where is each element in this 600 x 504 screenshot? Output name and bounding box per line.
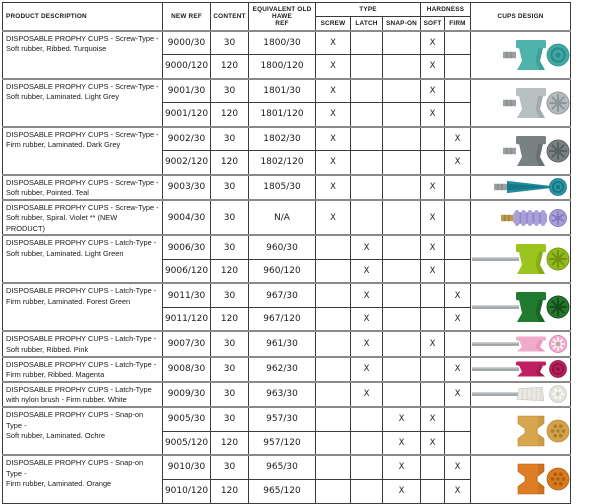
- cell-hardness-soft: X: [421, 79, 445, 103]
- cell-type-snap: X: [383, 407, 421, 431]
- table-header: [3, 3, 571, 31]
- cell-type-latch: [351, 200, 383, 236]
- cell-type-screw: X: [316, 31, 351, 55]
- cell-content: 120: [211, 479, 249, 503]
- cell-type-latch: X: [351, 235, 383, 259]
- cell-content: 120: [211, 55, 249, 79]
- cell-type-screw: X: [316, 175, 351, 200]
- cell-hardness-firm: X: [445, 151, 471, 175]
- product-description-line: Firm rubber, Ribbed. Magenta: [6, 370, 160, 381]
- cell-equivalent-old-ref: 967/120: [249, 307, 316, 331]
- cell-hardness-soft: X: [421, 31, 445, 55]
- cell-type-screw: X: [316, 103, 351, 127]
- product-description-line: Firm rubber, Laminated. Forest Green: [6, 297, 160, 308]
- cell-product-description: [3, 357, 163, 382]
- cell-content: 30: [211, 79, 249, 103]
- product-description-line: DISPOSABLE PROPHY CUPS - Latch-Type -: [6, 286, 160, 297]
- cell-type-snap: [383, 127, 421, 151]
- table-row: [3, 357, 571, 382]
- product-description-line: Soft rubber, Spiral. Violet ** (NEW: [6, 213, 160, 224]
- header-hardness-group: HARDNESS: [421, 3, 471, 17]
- cell-content: 30: [211, 455, 249, 479]
- table-row: [3, 31, 571, 55]
- cell-equivalent-old-ref: 957/30: [249, 407, 316, 431]
- cell-type-snap: [383, 331, 421, 356]
- cup-design-art: [472, 177, 570, 197]
- cell-hardness-soft: X: [421, 103, 445, 127]
- cell-hardness-firm: X: [445, 382, 471, 407]
- cell-type-snap: [383, 357, 421, 382]
- table-body: [3, 31, 571, 504]
- cell-type-latch: X: [351, 307, 383, 331]
- cell-hardness-firm: X: [445, 283, 471, 307]
- cell-hardness-firm: X: [445, 455, 471, 479]
- product-description-line: Soft rubber, Ribbed. Turquoise: [6, 44, 160, 55]
- cell-content: 30: [211, 283, 249, 307]
- cell-hardness-firm: [445, 103, 471, 127]
- cell-new-ref: 9000/30: [163, 31, 211, 55]
- cell-type-screw: X: [316, 127, 351, 151]
- cell-hardness-soft: X: [421, 259, 445, 283]
- header-equivalent-old-ref: [249, 3, 316, 31]
- cell-product-description: [3, 455, 163, 503]
- cell-hardness-firm: [445, 175, 471, 200]
- cup-design-art: [472, 285, 570, 329]
- cell-type-snap: [383, 307, 421, 331]
- cell-equivalent-old-ref: 1800/120: [249, 55, 316, 79]
- cup-design-art: [472, 33, 570, 77]
- cell-equivalent-old-ref: N/A: [249, 200, 316, 236]
- cell-new-ref: 9009/30: [163, 382, 211, 407]
- cell-content: 120: [211, 103, 249, 127]
- cups-design-image: [471, 331, 571, 356]
- cell-hardness-soft: X: [421, 407, 445, 431]
- cell-type-screw: X: [316, 151, 351, 175]
- cell-hardness-soft: [421, 479, 445, 503]
- table-row: [3, 382, 571, 407]
- product-description-line: DISPOSABLE PROPHY CUPS - Screw-Type -: [6, 203, 160, 214]
- cell-equivalent-old-ref: 961/30: [249, 331, 316, 356]
- product-description-line: DISPOSABLE PROPHY CUPS - Latch-Type -: [6, 334, 160, 345]
- cell-new-ref: 9011/30: [163, 283, 211, 307]
- cell-type-latch: [351, 407, 383, 431]
- cell-hardness-firm: [445, 431, 471, 455]
- cups-design-image: [471, 175, 571, 200]
- product-description-line: DISPOSABLE PROPHY CUPS - Snap-on Type -: [6, 410, 160, 431]
- cell-new-ref: 9003/30: [163, 175, 211, 200]
- product-description-line: Firm rubber, Laminated. Orange: [6, 479, 160, 490]
- cell-content: 120: [211, 151, 249, 175]
- cell-hardness-firm: X: [445, 357, 471, 382]
- cell-product-description: [3, 200, 163, 236]
- product-description-line: PRODUCT): [6, 224, 160, 235]
- product-description-line: Soft rubber, Laminated. Light Green: [6, 249, 160, 260]
- cell-content: 30: [211, 200, 249, 236]
- product-description-line: Firm rubber, Laminated. Dark Grey: [6, 140, 160, 151]
- cell-type-snap: [383, 259, 421, 283]
- cell-new-ref: 9008/30: [163, 357, 211, 382]
- cups-design-image: [471, 382, 571, 407]
- cell-hardness-soft: [421, 357, 445, 382]
- cell-hardness-firm: [445, 79, 471, 103]
- cell-type-latch: [351, 455, 383, 479]
- cup-design-art: [472, 409, 570, 453]
- cup-design-art: [472, 457, 570, 501]
- cell-equivalent-old-ref: 1801/120: [249, 103, 316, 127]
- cell-equivalent-old-ref: 965/30: [249, 455, 316, 479]
- cell-type-screw: [316, 357, 351, 382]
- cell-content: 30: [211, 331, 249, 356]
- cell-new-ref: 9006/120: [163, 259, 211, 283]
- cell-type-latch: X: [351, 283, 383, 307]
- cell-type-latch: X: [351, 331, 383, 356]
- cell-hardness-soft: X: [421, 55, 445, 79]
- cups-design-image: [471, 283, 571, 331]
- cell-hardness-firm: X: [445, 479, 471, 503]
- header-type-group: TYPE: [316, 3, 421, 17]
- cell-type-snap: X: [383, 479, 421, 503]
- cell-equivalent-old-ref: 1805/30: [249, 175, 316, 200]
- cell-type-screw: [316, 479, 351, 503]
- cell-type-snap: X: [383, 455, 421, 479]
- product-description-line: Soft rubber, Laminated. Ochre: [6, 431, 160, 442]
- header-latch: LATCH: [351, 17, 383, 31]
- cell-type-screw: [316, 331, 351, 356]
- cell-type-screw: [316, 259, 351, 283]
- cups-design-image: [471, 235, 571, 283]
- cell-product-description: [3, 79, 163, 127]
- cell-type-screw: [316, 455, 351, 479]
- cell-hardness-soft: X: [421, 235, 445, 259]
- cell-hardness-firm: [445, 259, 471, 283]
- product-description-line: DISPOSABLE PROPHY CUPS - Screw-Type -: [6, 178, 160, 189]
- cell-hardness-soft: [421, 307, 445, 331]
- cell-hardness-firm: [445, 407, 471, 431]
- table-row: [3, 455, 571, 479]
- cell-type-snap: [383, 103, 421, 127]
- product-description-line: DISPOSABLE PROPHY CUPS - Screw-Type -: [6, 82, 160, 93]
- cell-type-snap: [383, 151, 421, 175]
- cell-type-latch: [351, 103, 383, 127]
- cell-hardness-soft: [421, 455, 445, 479]
- cell-hardness-firm: [445, 31, 471, 55]
- cell-product-description: [3, 127, 163, 175]
- cups-design-image: [471, 357, 571, 382]
- cup-design-art: [472, 129, 570, 173]
- cell-type-snap: [383, 200, 421, 236]
- cell-new-ref: 9001/120: [163, 103, 211, 127]
- header-new-ref: NEW REF: [163, 3, 211, 31]
- header-snap-on: SNAP-ON: [383, 17, 421, 31]
- cups-design-image: [471, 200, 571, 236]
- header-screw: SCREW: [316, 17, 351, 31]
- cell-type-snap: [383, 175, 421, 200]
- cell-content: 30: [211, 407, 249, 431]
- table-row: [3, 235, 571, 259]
- cell-product-description: [3, 283, 163, 331]
- cell-equivalent-old-ref: 957/120: [249, 431, 316, 455]
- product-description-line: DISPOSABLE PROPHY CUPS - Latch-Type -: [6, 238, 160, 249]
- cups-design-image: [471, 79, 571, 127]
- cell-type-latch: [351, 79, 383, 103]
- cell-content: 30: [211, 382, 249, 407]
- cell-type-screw: [316, 283, 351, 307]
- cell-product-description: [3, 331, 163, 356]
- cups-design-image: [471, 407, 571, 455]
- cell-type-latch: [351, 479, 383, 503]
- cell-type-snap: [383, 79, 421, 103]
- product-description-line: Soft rubber, Pointed. Teal: [6, 188, 160, 199]
- cell-content: 120: [211, 431, 249, 455]
- cell-new-ref: 9005/120: [163, 431, 211, 455]
- product-description-line: with nylon brush - Firm rubber. White: [6, 395, 160, 406]
- cell-equivalent-old-ref: 967/30: [249, 283, 316, 307]
- cell-content: 30: [211, 235, 249, 259]
- cell-type-latch: [351, 431, 383, 455]
- cell-type-snap: [383, 55, 421, 79]
- cell-equivalent-old-ref: 960/30: [249, 235, 316, 259]
- table-row: [3, 283, 571, 307]
- cups-design-image: [471, 127, 571, 175]
- cell-hardness-soft: X: [421, 175, 445, 200]
- table-row: [3, 127, 571, 151]
- cell-type-latch: X: [351, 357, 383, 382]
- cell-content: 30: [211, 127, 249, 151]
- cell-content: 30: [211, 31, 249, 55]
- cup-design-art: [472, 81, 570, 125]
- cell-type-screw: [316, 307, 351, 331]
- cell-type-latch: X: [351, 259, 383, 283]
- cell-type-screw: X: [316, 79, 351, 103]
- header-equivalent-line2: REF: [249, 20, 315, 27]
- cell-new-ref: 9000/120: [163, 55, 211, 79]
- cell-type-screw: [316, 407, 351, 431]
- cup-design-art: [472, 237, 570, 281]
- table-row: [3, 175, 571, 200]
- cell-new-ref: 9007/30: [163, 331, 211, 356]
- cell-new-ref: 9002/30: [163, 127, 211, 151]
- table-row: [3, 331, 571, 356]
- cell-type-screw: [316, 382, 351, 407]
- header-content: CONTENT: [211, 3, 249, 31]
- cell-new-ref: 9004/30: [163, 200, 211, 236]
- cell-hardness-soft: [421, 151, 445, 175]
- cell-hardness-soft: [421, 127, 445, 151]
- cell-type-screw: X: [316, 55, 351, 79]
- cell-type-snap: X: [383, 431, 421, 455]
- cell-new-ref: 9001/30: [163, 79, 211, 103]
- cell-type-latch: [351, 127, 383, 151]
- cell-content: 120: [211, 259, 249, 283]
- product-description-line: DISPOSABLE PROPHY CUPS - Latch-Type: [6, 385, 160, 396]
- cell-hardness-firm: X: [445, 307, 471, 331]
- cell-hardness-soft: [421, 382, 445, 407]
- prophy-cups-table: [2, 2, 571, 504]
- header-soft: SOFT: [421, 17, 445, 31]
- cell-type-snap: [383, 235, 421, 259]
- cups-design-image: [471, 31, 571, 79]
- cell-type-screw: [316, 431, 351, 455]
- cell-type-snap: [383, 283, 421, 307]
- header-cups-design: CUPS DESIGN: [471, 3, 571, 31]
- product-description-line: DISPOSABLE PROPHY CUPS - Screw-Type -: [6, 130, 160, 141]
- cell-type-latch: [351, 55, 383, 79]
- cell-hardness-soft: [421, 283, 445, 307]
- product-description-line: DISPOSABLE PROPHY CUPS - Snap-on Type -: [6, 458, 160, 479]
- cell-equivalent-old-ref: 960/120: [249, 259, 316, 283]
- cell-equivalent-old-ref: 1802/120: [249, 151, 316, 175]
- cell-type-snap: [383, 382, 421, 407]
- cell-product-description: [3, 407, 163, 455]
- cell-type-snap: [383, 31, 421, 55]
- cell-product-description: [3, 31, 163, 79]
- product-description-line: Soft rubber, Ribbed. Pink: [6, 345, 160, 356]
- cell-hardness-soft: X: [421, 331, 445, 356]
- product-description-line: DISPOSABLE PROPHY CUPS - Screw-Type -: [6, 34, 160, 45]
- cell-type-latch: [351, 175, 383, 200]
- cell-equivalent-old-ref: 963/30: [249, 382, 316, 407]
- cell-hardness-firm: [445, 55, 471, 79]
- cell-equivalent-old-ref: 965/120: [249, 479, 316, 503]
- cell-content: 30: [211, 357, 249, 382]
- cell-hardness-firm: [445, 235, 471, 259]
- table-row: [3, 407, 571, 431]
- cups-design-image: [471, 455, 571, 503]
- cup-design-art: [472, 334, 570, 354]
- cell-hardness-firm: X: [445, 127, 471, 151]
- cell-hardness-firm: [445, 331, 471, 356]
- cup-design-art: [472, 359, 570, 379]
- cell-new-ref: 9011/120: [163, 307, 211, 331]
- product-description-line: Soft rubber, Laminated. Light Grey: [6, 92, 160, 103]
- table-row: [3, 79, 571, 103]
- cell-hardness-soft: X: [421, 431, 445, 455]
- cell-content: 120: [211, 307, 249, 331]
- cell-product-description: [3, 175, 163, 200]
- cup-design-art: [472, 208, 570, 228]
- cell-type-latch: [351, 31, 383, 55]
- cell-equivalent-old-ref: 962/30: [249, 357, 316, 382]
- cup-design-art: [472, 384, 570, 404]
- header-equivalent-line1: EQUIVALENT OLD HAWE: [249, 6, 315, 20]
- cell-hardness-soft: X: [421, 200, 445, 236]
- cell-new-ref: 9005/30: [163, 407, 211, 431]
- cell-product-description: [3, 382, 163, 407]
- table-row: [3, 200, 571, 236]
- cell-new-ref: 9010/120: [163, 479, 211, 503]
- product-description-line: DISPOSABLE PROPHY CUPS - Latch-Type -: [6, 360, 160, 371]
- cell-hardness-firm: [445, 200, 471, 236]
- cell-equivalent-old-ref: 1801/30: [249, 79, 316, 103]
- cell-type-screw: X: [316, 200, 351, 236]
- header-product-description: PRODUCT DESCRIPTION: [3, 3, 163, 31]
- cell-content: 30: [211, 175, 249, 200]
- cell-new-ref: 9002/120: [163, 151, 211, 175]
- cell-equivalent-old-ref: 1802/30: [249, 127, 316, 151]
- cell-type-screw: [316, 235, 351, 259]
- cell-type-latch: [351, 151, 383, 175]
- cell-equivalent-old-ref: 1800/30: [249, 31, 316, 55]
- cell-new-ref: 9010/30: [163, 455, 211, 479]
- cell-new-ref: 9006/30: [163, 235, 211, 259]
- cell-product-description: [3, 235, 163, 283]
- header-firm: FIRM: [445, 17, 471, 31]
- cell-type-latch: X: [351, 382, 383, 407]
